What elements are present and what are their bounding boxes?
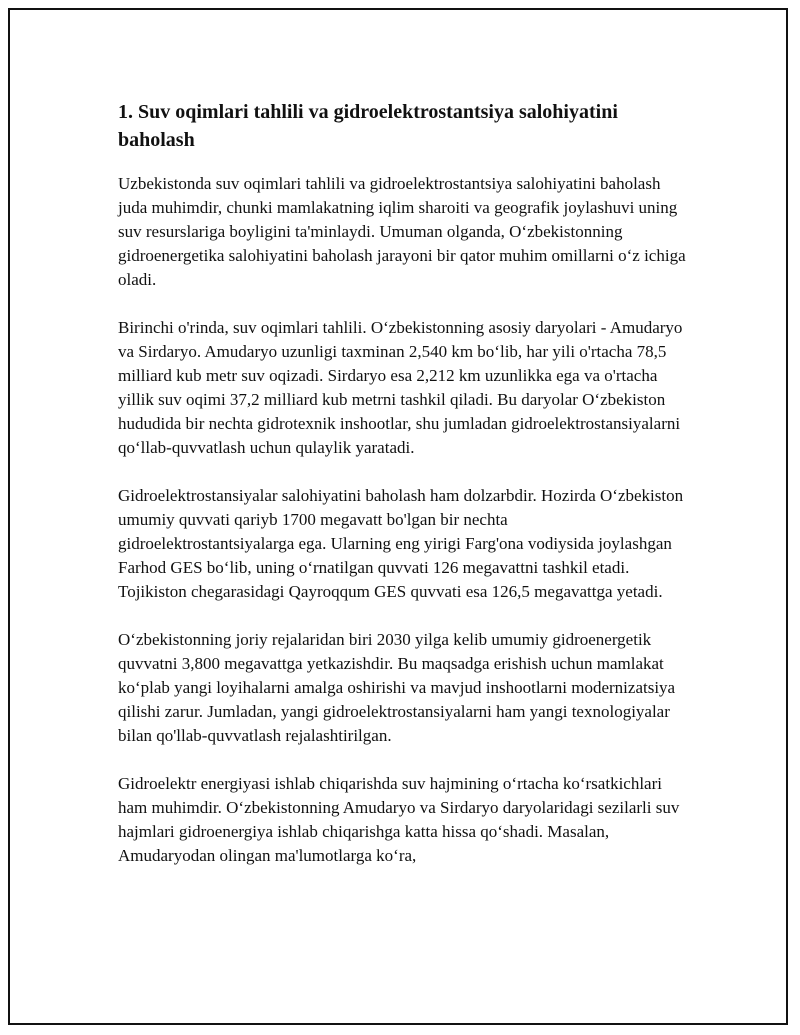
paragraph-water-flow-analysis: Birinchi o'rinda, suv oqimlari tahlili. O‘zbekistonning asosiy daryolari - Amudaryo va Sirdaryo. Amudaryo uzunligi taxminan 2,540 km bo‘lib, har yili o'rtacha 78,5 milliard kub metr suv oqizadi. Sirdaryo esa 2,212 km uzunlikka ega va o'rtacha yillik suv oqimi 37,2 milliard kub metrni tashkil qiladi. Bu daryolar O‘zbekiston hududida bir nechta gidrotexnik inshootlar, shu jumladan gidroelektrostansiyalarni qo‘llab-quvvatlash uchun qulaylik yaratadi.	[118, 318, 683, 457]
paragraph-hydropower-assessment: Gidroelektrostansiyalar salohiyatini baholash ham dolzarbdir. Hozirda O‘zbekiston umumiy quvvati qariyb 1700 megavatt bo'lgan bir nechta gidroelektrostantsiyalarga ega. Ularning eng yirigi Farg'ona vodiysida joylashgan Farhod GES bo‘lib, uning o‘rnatilgan quvvati 126 megavattni tashkil etadi. Tojikiston chegarasidagi Qayroqqum GES quvvati esa 126,5 megavattga yetadi.	[118, 486, 684, 601]
paragraph-water-volume: Gidroelektr energiyasi ishlab chiqarishda suv hajmining o‘rtacha ko‘rsatkichlari ham muhimdir. O‘zbekistonning Amudaryo va Sirdaryo daryolaridagi sezilarli suv hajmlari gidroenergiya ishlab chiqarishga katta hissa qo‘shadi. Masalan, Amudaryodan olingan ma'lumotlarga ko‘ra,	[118, 774, 680, 865]
section-heading: 1. Suv oqimlari tahlili va gidroelektrostantsiya salohiyatini baholash	[118, 101, 618, 151]
paragraph-2030-plans: O‘zbekistonning joriy rejalaridan biri 2030 yilga kelib umumiy gidroenergetik quvvatni 3,800 megavattga yetkazishdir. Bu maqsadga erishish uchun mamlakat ko‘plab yangi loyihalarni amalga oshirishi va mavjud inshootlarni modernizatsiya qilishi zarur. Jumladan, yangi gidroelektrostansiyalarni ham yangi texnologiyalar bilan qo'llab-quvvatlash rejalashtirilgan.	[118, 630, 676, 745]
document-page	[8, 8, 788, 1025]
paragraph-intro: Uzbekistonda suv oqimlari tahlili va gidroelektrostantsiya salohiyatini baholash juda muhimdir, chunki mamlakatning iqlim sharoiti va geografik joylashuvi uning suv resurslariga boyligini ta'minlaydi. Umuman olganda, O‘zbekistonning gidroenergetika salohiyatini baholash jarayoni bir qator muhim omillarni o‘z ichiga oladi.	[118, 174, 686, 289]
document-content	[118, 98, 688, 892]
